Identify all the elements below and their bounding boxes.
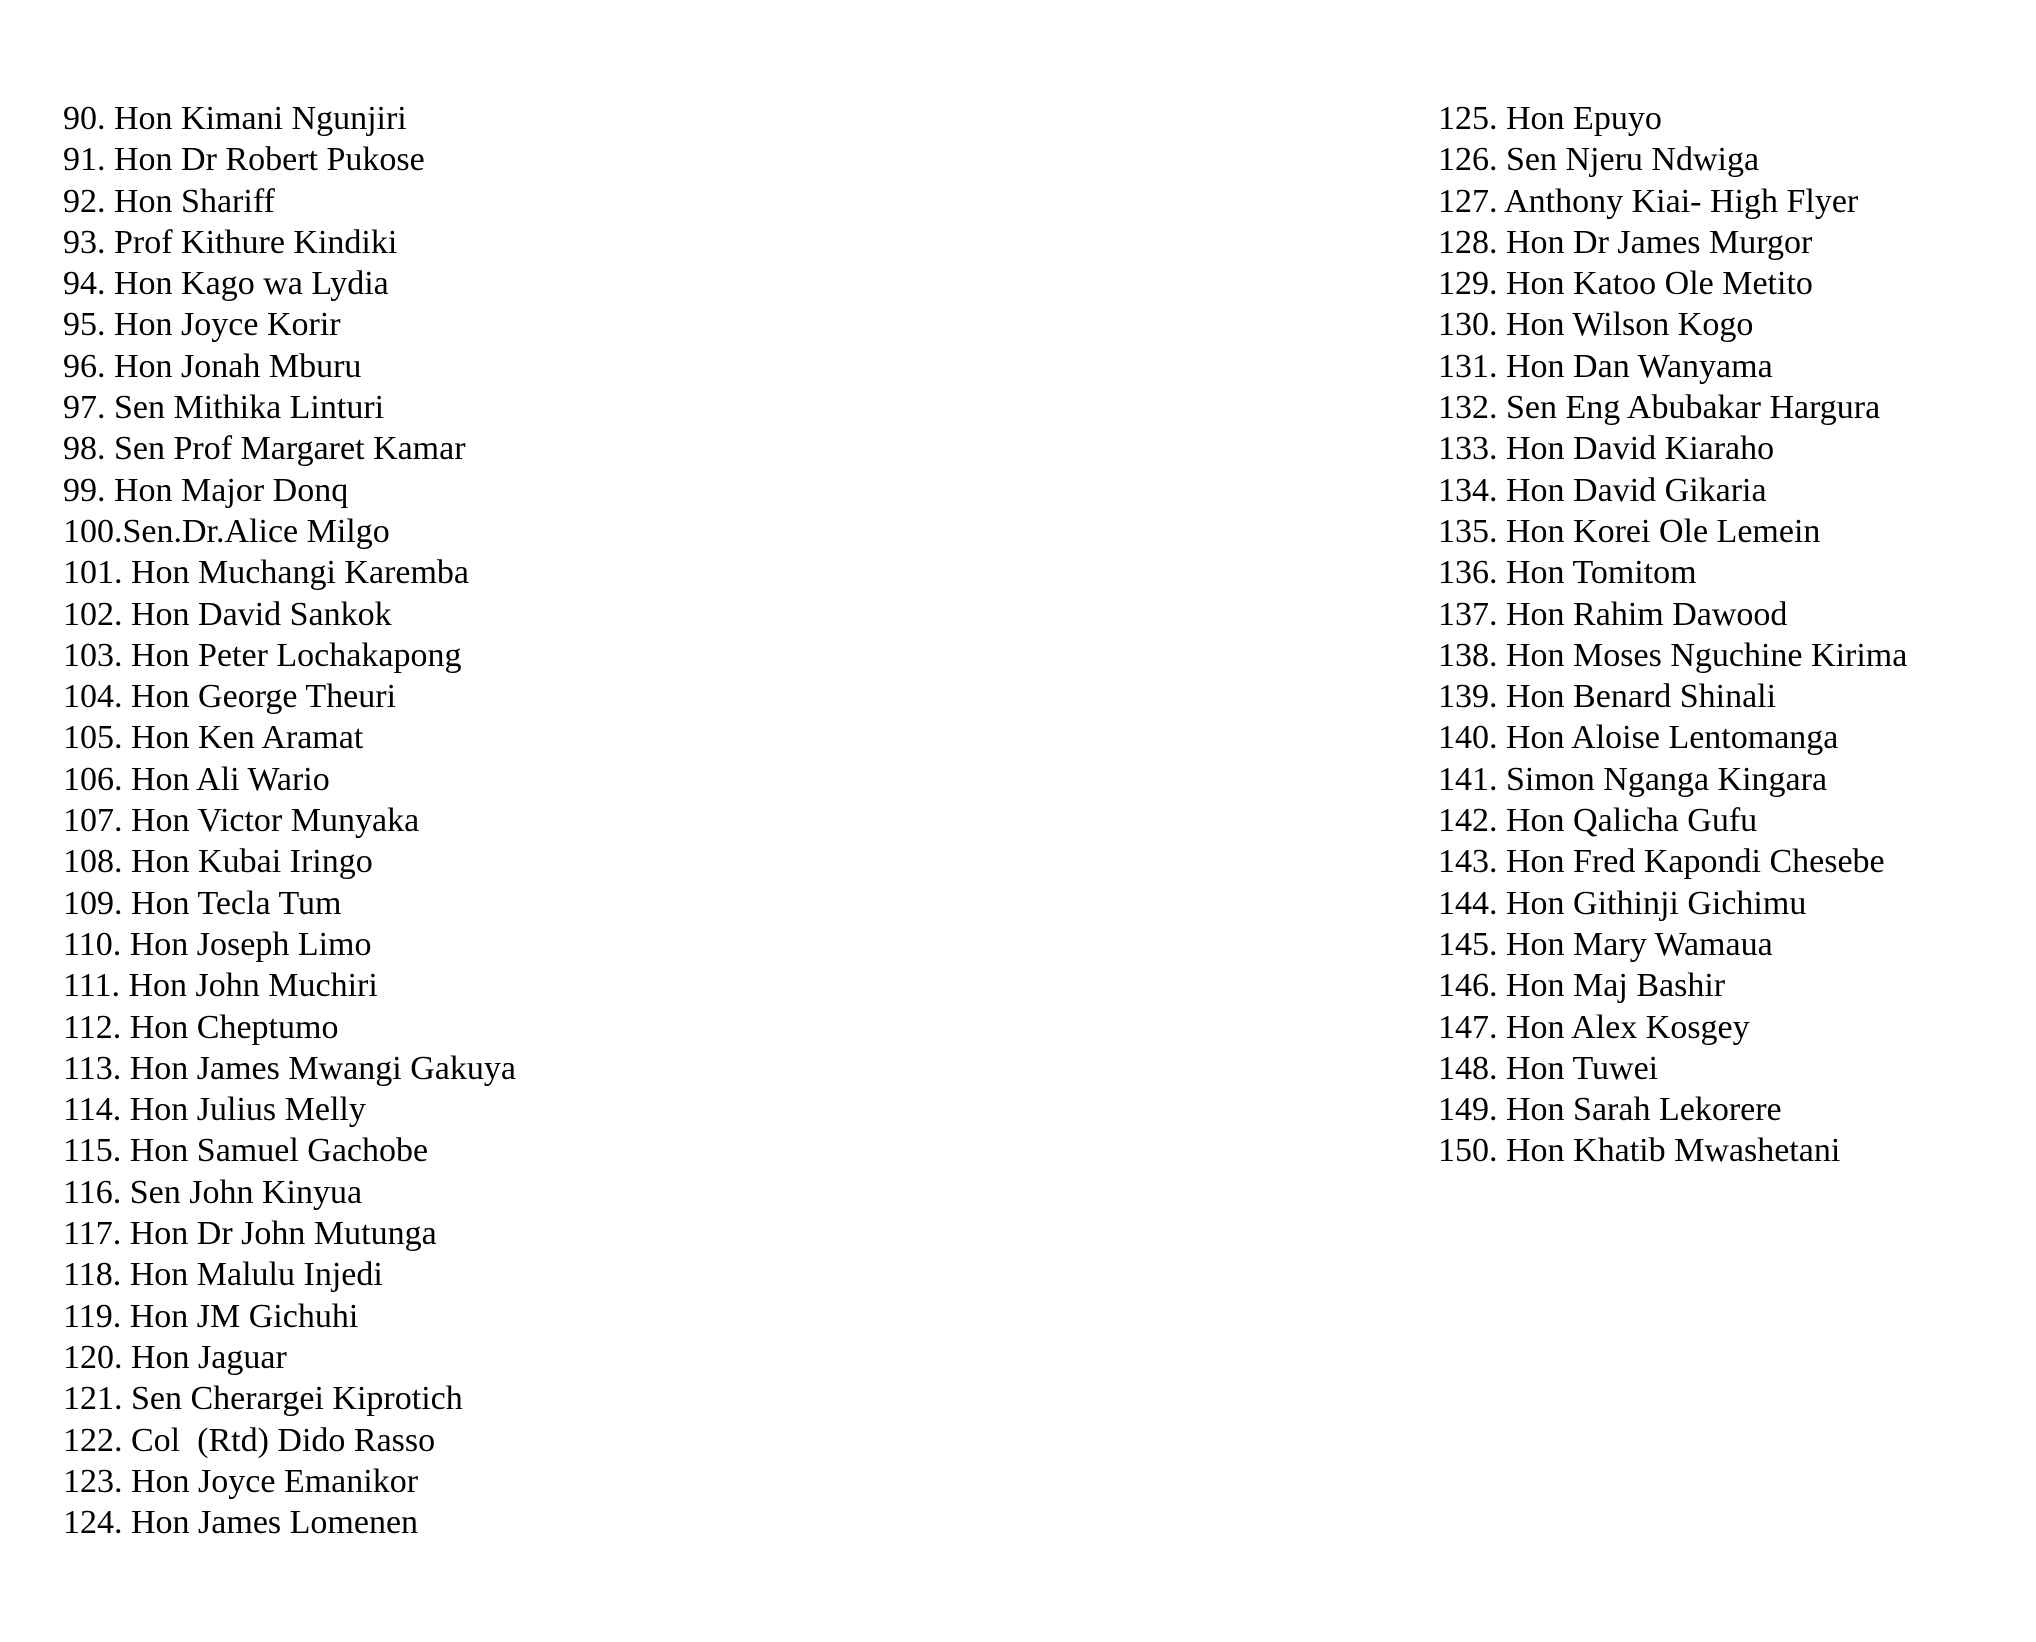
list-item: 111. Hon John Muchiri (63, 967, 378, 1005)
list-item: 108. Hon Kubai Iringo (63, 843, 373, 881)
list-item: 125. Hon Epuyo (1438, 100, 1662, 137)
list-item: 141. Simon Nganga Kingara (1438, 760, 1828, 798)
list-item: 131. Hon Dan Wanyama (1438, 347, 1773, 385)
list-item: 145. Hon Mary Wamaua (1438, 925, 1773, 963)
list-item: 118. Hon Malulu Injedi (63, 1256, 383, 1294)
list-item: 104. Hon George Theuri (63, 678, 397, 716)
list-item: 121. Sen Cherargei Kiprotich (63, 1380, 463, 1418)
list-item: 142. Hon Qalicha Gufu (1438, 802, 1758, 840)
list-item: 99. Hon Major Donq (63, 471, 349, 509)
list-item: 102. Hon David Sankok (63, 595, 392, 633)
list-item: 124. Hon James Lomenen (63, 1504, 419, 1542)
list-item: 122. Col (Rtd) Dido Rasso (63, 1421, 436, 1459)
list-item: 143. Hon Fred Kapondi Chesebe (1438, 843, 1885, 881)
list-item: 97. Sen Mithika Linturi (63, 389, 385, 427)
list-item: 132. Sen Eng Abubakar Hargura (1438, 389, 1881, 427)
list-item: 113. Hon James Mwangi Gakuya (63, 1049, 516, 1087)
list-item: 103. Hon Peter Lochakapong (63, 636, 462, 674)
list-item: 116. Sen John Kinyua (63, 1173, 363, 1211)
list-item: 107. Hon Victor Munyaka (63, 802, 420, 840)
left-name-list (63, 98, 516, 1543)
list-item: 135. Hon Korei Ole Lemein (1438, 512, 1821, 550)
list-item: 92. Hon Shariff (63, 182, 275, 220)
list-item: 144. Hon Githinji Gichimu (1438, 884, 1807, 922)
list-item: 100.Sen.Dr.Alice Milgo (63, 512, 390, 550)
list-item: 117. Hon Dr John Mutunga (63, 1215, 437, 1253)
list-item: 128. Hon Dr James Murgor (1438, 223, 1813, 261)
list-item: 133. Hon David Kiaraho (1438, 430, 1775, 468)
list-item: 126. Sen Njeru Ndwiga (1438, 141, 1760, 179)
list-item: 96. Hon Jonah Mburu (63, 347, 362, 385)
list-item: 94. Hon Kago wa Lydia (63, 265, 389, 303)
list-item: 93. Prof Kithure Kindiki (63, 223, 398, 261)
list-item: 147. Hon Alex Kosgey (1438, 1008, 1750, 1046)
list-item: 112. Hon Cheptumo (63, 1008, 339, 1046)
list-item: 139. Hon Benard Shinali (1438, 678, 1777, 716)
list-item: 148. Hon Tuwei (1438, 1049, 1659, 1087)
list-item: 129. Hon Katoo Ole Metito (1438, 265, 1813, 303)
list-item: 106. Hon Ali Wario (63, 760, 330, 798)
list-item: 137. Hon Rahim Dawood (1438, 595, 1788, 633)
list-item: 120. Hon Jaguar (63, 1338, 287, 1376)
list-item: 105. Hon Ken Aramat (63, 719, 364, 757)
list-item: 130. Hon Wilson Kogo (1438, 306, 1754, 344)
list-item: 134. Hon David Gikaria (1438, 471, 1767, 509)
list-item: 101. Hon Muchangi Karemba (63, 554, 470, 592)
list-item: 127. Anthony Kiai- High Flyer (1438, 182, 1859, 220)
list-item: 95. Hon Joyce Korir (63, 306, 341, 344)
list-item: 114. Hon Julius Melly (63, 1091, 366, 1129)
list-item: 149. Hon Sarah Lekorere (1438, 1091, 1782, 1129)
list-item: 98. Sen Prof Margaret Kamar (63, 430, 466, 468)
list-item: 115. Hon Samuel Gachobe (63, 1132, 429, 1170)
list-item: 90. Hon Kimani Ngunjiri (63, 100, 407, 137)
list-item: 136. Hon Tomitom (1438, 554, 1697, 592)
list-item: 119. Hon JM Gichuhi (63, 1297, 359, 1335)
right-name-list (1438, 98, 1907, 1172)
list-item: 91. Hon Dr Robert Pukose (63, 141, 425, 179)
list-item: 123. Hon Joyce Emanikor (63, 1462, 419, 1500)
list-item: 138. Hon Moses Nguchine Kirima (1438, 636, 1908, 674)
list-item: 110. Hon Joseph Limo (63, 925, 372, 963)
list-item: 150. Hon Khatib Mwashetani (1438, 1132, 1841, 1170)
list-item: 109. Hon Tecla Tum (63, 884, 342, 922)
list-item: 140. Hon Aloise Lentomanga (1438, 719, 1839, 757)
list-item: 146. Hon Maj Bashir (1438, 967, 1726, 1005)
